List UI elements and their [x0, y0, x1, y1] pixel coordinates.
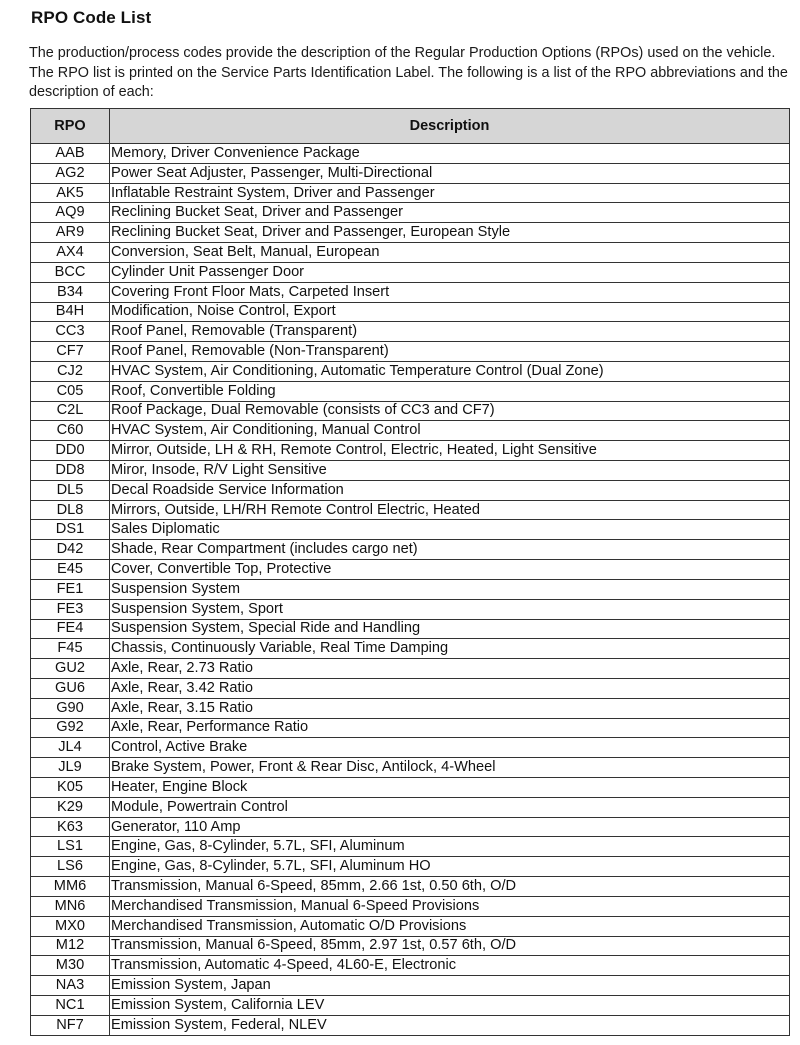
rpo-code-cell: C05 [31, 381, 110, 401]
rpo-description-cell: Sales Diplomatic [110, 520, 790, 540]
rpo-code-cell: K29 [31, 797, 110, 817]
rpo-code-cell: FE3 [31, 599, 110, 619]
rpo-description-cell: Roof, Convertible Folding [110, 381, 790, 401]
rpo-code-cell: B4H [31, 302, 110, 322]
table-row [31, 342, 790, 362]
table-row [31, 619, 790, 639]
rpo-code-cell: LS1 [31, 837, 110, 857]
rpo-description-cell: Axle, Rear, Performance Ratio [110, 718, 790, 738]
table-row [31, 639, 790, 659]
table-row [31, 540, 790, 560]
rpo-description-cell: Transmission, Automatic 4-Speed, 4L60-E, Electronic [110, 956, 790, 976]
table-row [31, 659, 790, 679]
rpo-description-cell: Axle, Rear, 3.42 Ratio [110, 678, 790, 698]
table-row [31, 936, 790, 956]
rpo-code-cell: AG2 [31, 163, 110, 183]
rpo-description-cell: Merchandised Transmission, Automatic O/D Provisions [110, 916, 790, 936]
table-row [31, 480, 790, 500]
column-header-description: Description [110, 109, 790, 144]
table-row [31, 837, 790, 857]
rpo-description-cell: Power Seat Adjuster, Passenger, Multi-Directional [110, 163, 790, 183]
rpo-code-cell: DL8 [31, 500, 110, 520]
rpo-description-cell: Engine, Gas, 8-Cylinder, 5.7L, SFI, Aluminum [110, 837, 790, 857]
rpo-code-cell: M12 [31, 936, 110, 956]
rpo-description-cell: Suspension System, Special Ride and Handling [110, 619, 790, 639]
rpo-description-cell: Inflatable Restraint System, Driver and Passenger [110, 183, 790, 203]
table-row [31, 361, 790, 381]
rpo-code-cell: NF7 [31, 1015, 110, 1035]
rpo-description-cell: Heater, Engine Block [110, 778, 790, 798]
table-row [31, 302, 790, 322]
rpo-code-cell: DS1 [31, 520, 110, 540]
table-row [31, 520, 790, 540]
table-row [31, 916, 790, 936]
table-row [31, 857, 790, 877]
rpo-code-cell: AX4 [31, 243, 110, 263]
table-row [31, 223, 790, 243]
table-row [31, 877, 790, 897]
table-body [31, 144, 790, 1036]
rpo-description-cell: Roof Panel, Removable (Non-Transparent) [110, 342, 790, 362]
table-row [31, 1015, 790, 1035]
rpo-code-cell: C60 [31, 421, 110, 441]
rpo-code-cell: MM6 [31, 877, 110, 897]
rpo-description-cell: Reclining Bucket Seat, Driver and Passenger, European Style [110, 223, 790, 243]
table-row [31, 461, 790, 481]
rpo-description-cell: Cover, Convertible Top, Protective [110, 560, 790, 580]
rpo-description-cell: Generator, 110 Amp [110, 817, 790, 837]
table-row [31, 797, 790, 817]
rpo-description-cell: Roof Panel, Removable (Transparent) [110, 322, 790, 342]
rpo-code-cell: FE4 [31, 619, 110, 639]
rpo-code-cell: D42 [31, 540, 110, 560]
rpo-description-cell: Mirror, Outside, LH & RH, Remote Control, Electric, Heated, Light Sensitive [110, 441, 790, 461]
rpo-code-cell: NA3 [31, 976, 110, 996]
table-row [31, 718, 790, 738]
rpo-description-cell: Chassis, Continuously Variable, Real Time Damping [110, 639, 790, 659]
table-row [31, 243, 790, 263]
table-row [31, 896, 790, 916]
table-row [31, 817, 790, 837]
rpo-code-cell: DL5 [31, 480, 110, 500]
table-row [31, 698, 790, 718]
rpo-code-cell: AR9 [31, 223, 110, 243]
rpo-code-cell: JL4 [31, 738, 110, 758]
rpo-description-cell: Engine, Gas, 8-Cylinder, 5.7L, SFI, Aluminum HO [110, 857, 790, 877]
rpo-description-cell: Mirrors, Outside, LH/RH Remote Control Electric, Heated [110, 500, 790, 520]
page-title: RPO Code List [31, 8, 152, 27]
rpo-code-cell: G90 [31, 698, 110, 718]
rpo-code-cell: FE1 [31, 579, 110, 599]
table-row [31, 401, 790, 421]
rpo-code-cell: AQ9 [31, 203, 110, 223]
table-row [31, 738, 790, 758]
table-row [31, 678, 790, 698]
rpo-code-cell: JL9 [31, 758, 110, 778]
table-header-row [31, 109, 790, 144]
rpo-description-cell: Reclining Bucket Seat, Driver and Passenger [110, 203, 790, 223]
rpo-description-cell: Module, Powertrain Control [110, 797, 790, 817]
rpo-code-cell: B34 [31, 282, 110, 302]
rpo-code-cell: NC1 [31, 995, 110, 1015]
rpo-code-cell: G92 [31, 718, 110, 738]
rpo-code-cell: CF7 [31, 342, 110, 362]
rpo-description-cell: Emission System, Federal, NLEV [110, 1015, 790, 1035]
table-row [31, 282, 790, 302]
table-row [31, 381, 790, 401]
rpo-code-cell: DD8 [31, 461, 110, 481]
table-row [31, 500, 790, 520]
column-header-rpo: RPO [31, 109, 110, 144]
table-row [31, 163, 790, 183]
table-row [31, 758, 790, 778]
intro-paragraph: The production/process codes provide the description of the Regular Production Options (RPOs) used on the vehicle. The RPO list is printed on the Service Parts Identification Label. The following is a list of the RPO abbreviations and the description of each: [29, 45, 788, 100]
rpo-description-cell: Transmission, Manual 6-Speed, 85mm, 2.97 1st, 0.57 6th, O/D [110, 936, 790, 956]
rpo-description-cell: HVAC System, Air Conditioning, Manual Control [110, 421, 790, 441]
rpo-description-cell: Brake System, Power, Front & Rear Disc, Antilock, 4-Wheel [110, 758, 790, 778]
rpo-code-cell: GU6 [31, 678, 110, 698]
rpo-code-cell: K63 [31, 817, 110, 837]
table-row [31, 322, 790, 342]
rpo-code-cell: LS6 [31, 857, 110, 877]
rpo-description-cell: Transmission, Manual 6-Speed, 85mm, 2.66 1st, 0.50 6th, O/D [110, 877, 790, 897]
rpo-code-cell: CJ2 [31, 361, 110, 381]
table-row [31, 976, 790, 996]
rpo-description-cell: Suspension System [110, 579, 790, 599]
rpo-description-cell: Conversion, Seat Belt, Manual, European [110, 243, 790, 263]
rpo-description-cell: HVAC System, Air Conditioning, Automatic Temperature Control (Dual Zone) [110, 361, 790, 381]
rpo-description-cell: Cylinder Unit Passenger Door [110, 262, 790, 282]
table-row [31, 183, 790, 203]
rpo-code-cell: DD0 [31, 441, 110, 461]
table-row [31, 778, 790, 798]
rpo-description-cell: Emission System, Japan [110, 976, 790, 996]
table-row [31, 441, 790, 461]
rpo-code-cell: C2L [31, 401, 110, 421]
rpo-description-cell: Axle, Rear, 2.73 Ratio [110, 659, 790, 679]
rpo-description-cell: Shade, Rear Compartment (includes cargo net) [110, 540, 790, 560]
rpo-code-cell: E45 [31, 560, 110, 580]
rpo-description-cell: Covering Front Floor Mats, Carpeted Insert [110, 282, 790, 302]
rpo-description-cell: Memory, Driver Convenience Package [110, 144, 790, 164]
rpo-description-cell: Roof Package, Dual Removable (consists of CC3 and CF7) [110, 401, 790, 421]
rpo-description-cell: Suspension System, Sport [110, 599, 790, 619]
rpo-code-cell: MX0 [31, 916, 110, 936]
rpo-description-cell: Modification, Noise Control, Export [110, 302, 790, 322]
rpo-code-cell: GU2 [31, 659, 110, 679]
table-row [31, 995, 790, 1015]
rpo-description-cell: Emission System, California LEV [110, 995, 790, 1015]
table-row [31, 579, 790, 599]
rpo-description-cell: Merchandised Transmission, Manual 6-Speed Provisions [110, 896, 790, 916]
rpo-code-cell: CC3 [31, 322, 110, 342]
rpo-code-cell: BCC [31, 262, 110, 282]
table-row [31, 560, 790, 580]
rpo-code-cell: AAB [31, 144, 110, 164]
rpo-code-cell: M30 [31, 956, 110, 976]
table-row [31, 262, 790, 282]
table-row [31, 599, 790, 619]
table-row [31, 203, 790, 223]
rpo-description-cell: Decal Roadside Service Information [110, 480, 790, 500]
rpo-code-table [30, 108, 790, 1036]
table-row [31, 144, 790, 164]
rpo-description-cell: Miror, Insode, R/V Light Sensitive [110, 461, 790, 481]
rpo-description-cell: Control, Active Brake [110, 738, 790, 758]
rpo-code-cell: AK5 [31, 183, 110, 203]
rpo-code-cell: K05 [31, 778, 110, 798]
table-row [31, 421, 790, 441]
rpo-code-cell: F45 [31, 639, 110, 659]
table-row [31, 956, 790, 976]
rpo-description-cell: Axle, Rear, 3.15 Ratio [110, 698, 790, 718]
rpo-code-cell: MN6 [31, 896, 110, 916]
